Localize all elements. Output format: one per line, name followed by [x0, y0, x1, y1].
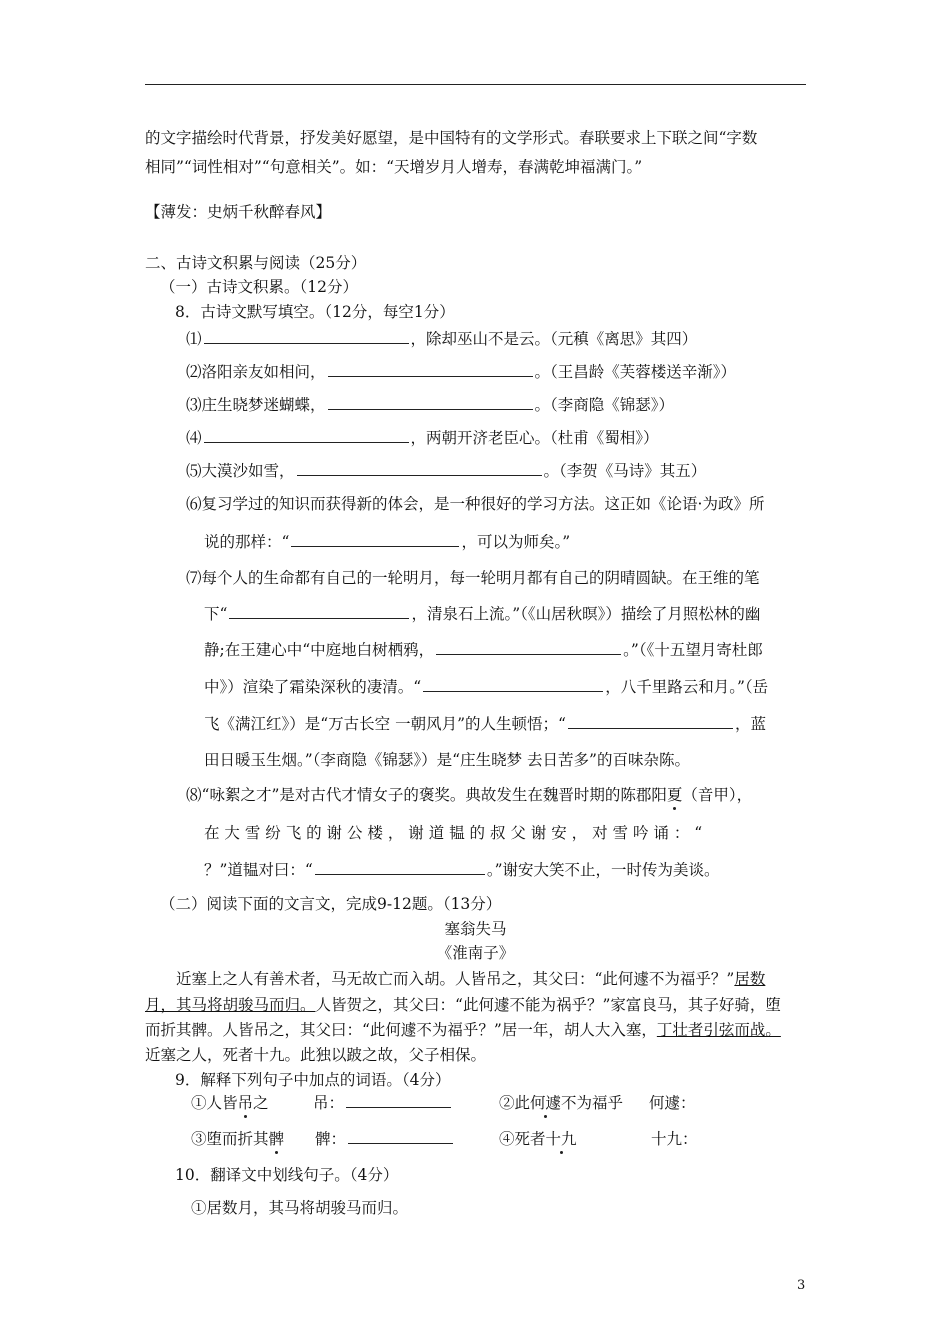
item-text: ，可以为师矣。” — [461, 533, 571, 551]
item-text: ，蓝 — [734, 715, 766, 733]
underlined-sentence: 丁壮者引弦而战。 — [656, 1021, 781, 1039]
q8-item-2 — [186, 360, 736, 382]
item-text: ，除却巫山不是云。（元稹《离思》其四） — [410, 330, 698, 348]
q8-item-8-line-1 — [186, 783, 752, 805]
item-number: ⑻ — [186, 786, 202, 804]
question-10-title: 10．翻译文中划线句子。（4分） — [175, 1166, 399, 1184]
item-text: “咏絮之才”是对古代才情女子的褒奖。典故发生在魏晋时期的陈郡阳 — [201, 786, 667, 804]
q9-item-a — [191, 1091, 269, 1113]
answer-blank[interactable] — [204, 328, 409, 344]
item-text: 。（王昌龄《芙蓉楼送辛渐》） — [534, 363, 737, 381]
item-text: 之 — [253, 1094, 269, 1112]
dotted-word: 何遽 — [530, 1094, 562, 1112]
page-number: 3 — [797, 1278, 806, 1293]
q8-item-7-line-5 — [204, 712, 766, 734]
item-text: ④死者 — [499, 1130, 546, 1148]
item-number: ⑸ — [186, 462, 202, 480]
item-text: 复习学过的知识而获得新的体会，是一种很好的学习方法。这正如《论语·为政》所 — [201, 495, 765, 513]
q8-item-8-line-2: 在 大 雪 纷 飞 的 谢 公 楼 ， 谢 道 韫 的 叔 父 谢 安 ， 对 雪 吟 诵 ： “ — [204, 824, 703, 842]
q8-item-4 — [186, 426, 659, 448]
dotted-word: 十九 — [545, 1130, 577, 1148]
item-text: ③堕而折其 — [191, 1130, 269, 1148]
passage-source: 《淮南子》 — [436, 944, 515, 962]
item-text: ，两朝开济老臣心。（杜甫《蜀相》） — [410, 429, 659, 447]
item-text: ，清泉石上流。”（《山居秋暝》）描绘了月照松林的幽 — [411, 605, 761, 623]
q9-item-a-answer — [313, 1091, 453, 1113]
answer-blank[interactable] — [346, 1092, 451, 1108]
underlined-sentence: 居数 — [734, 970, 766, 988]
q8-item-6-line-2 — [204, 530, 570, 552]
item-number: ⑺ — [186, 569, 202, 587]
item-text: 大漠沙如雪， — [201, 462, 295, 480]
q8-item-7-line-4 — [204, 675, 768, 697]
answer-blank[interactable] — [291, 531, 459, 547]
item-text: 。（李商隐《锦瑟》） — [534, 396, 675, 414]
item-text: 髀： — [315, 1130, 347, 1148]
item-text: 庄生晓梦迷蝴蝶， — [201, 396, 326, 414]
question-9-title: 9．解释下列句子中加点的词语。（4分） — [175, 1071, 451, 1089]
part-2-title: （二）阅读下面的文言文，完成9-12题。（13分） — [160, 895, 502, 913]
answer-blank[interactable] — [348, 1128, 453, 1144]
q9-item-d-answer: 十九： — [651, 1130, 698, 1148]
item-text: ？”道韫对曰：“ — [204, 861, 313, 879]
item-text: 洛阳亲友如相问， — [201, 363, 326, 381]
item-number: ⑷ — [186, 429, 202, 447]
item-text: 中》）渲染了霜染深秋的凄清。“ — [204, 678, 422, 696]
passage-text: 而折其髀。人皆吊之，其父曰：“此何遽不为福乎？”居一年，胡人大入塞， — [145, 1021, 657, 1039]
item-text: 。（李贺《马诗》其五） — [543, 462, 707, 480]
q8-item-1 — [186, 327, 697, 349]
passage-line-3 — [145, 1018, 781, 1040]
item-number: ⑵ — [186, 363, 202, 381]
header-rule — [145, 84, 806, 85]
answer-blank[interactable] — [229, 603, 409, 619]
passage-text: 近塞上之人有善术者，马无故亡而入胡。人皆吊之，其父曰：“此何遽不为福乎？” — [176, 970, 735, 988]
item-text: 。”（《十五望月寄杜郎 — [623, 641, 763, 659]
dotted-word: 吊 — [237, 1094, 254, 1112]
dotted-word: 夏 — [666, 786, 683, 804]
intro-line-1: 的文字描绘时代背景，抒发美好愿望，是中国特有的文学形式。春联要求上下联之间“字数 — [145, 129, 758, 147]
item-text: ，八千里路云和月。”（岳 — [605, 678, 769, 696]
q8-item-5 — [186, 459, 706, 481]
q8-item-6-line-1 — [186, 492, 764, 514]
answer-blank[interactable] — [315, 859, 485, 875]
q8-item-7-line-2 — [204, 602, 760, 624]
q9-item-c-answer — [315, 1127, 455, 1149]
item-text: 每个人的生命都有自己的一轮明月，每一轮明月都有自己的阴晴圆缺。在王维的笔 — [201, 569, 760, 587]
answer-blank[interactable] — [297, 460, 542, 476]
answer-blank[interactable] — [204, 427, 409, 443]
item-number: ⑹ — [186, 495, 202, 513]
item-text: 说的那样：“ — [204, 533, 290, 551]
q8-item-7-line-1 — [186, 566, 760, 588]
item-number: ⑶ — [186, 396, 202, 414]
answer-blank[interactable] — [436, 639, 621, 655]
part-1-title: （一）古诗文积累。（12分） — [160, 278, 358, 296]
passage-line-4: 近塞之人，死者十九。此独以跛之故，父子相保。 — [145, 1046, 487, 1064]
intro-line-2: 相同”“词性相对”“句意相关”。如：“天增岁月人增寿，春满乾坤福满门。” — [145, 158, 643, 176]
passage-text: 人皆贺之，其父曰：“此何遽不能为祸乎？”家富良马，其子好骑，堕 — [315, 996, 781, 1014]
item-text: 吊： — [313, 1094, 345, 1112]
item-text: ①人皆 — [191, 1094, 238, 1112]
bofa-heading: 【薄发：史炳千秋醉春风】 — [145, 203, 332, 221]
passage-line-1 — [176, 967, 765, 989]
answer-blank[interactable] — [568, 713, 733, 729]
item-text: 静;在王建心中“中庭地白树栖鸦， — [204, 641, 435, 659]
underlined-sentence: 月，其马将胡骏马而归。 — [145, 996, 316, 1014]
q8-item-8-line-3 — [204, 858, 720, 880]
item-number: ⑴ — [186, 330, 202, 348]
q9-item-b-answer: 何遽： — [649, 1094, 696, 1112]
q8-item-7-line-3 — [204, 638, 763, 660]
q9-item-c — [191, 1127, 284, 1149]
question-8-title: 8．古诗文默写填空。（12分，每空1分） — [175, 303, 455, 321]
q8-item-7-line-6: 田日暖玉生烟。”（李商隐《锦瑟》）是“庄生晓梦 去日苦多”的百味杂陈。 — [204, 751, 690, 769]
item-text: 飞《满江红》）是“万古长空 一朝风月”的人生顿悟；“ — [204, 715, 566, 733]
item-text: 。”谢安大笑不止，一时传为美谈。 — [486, 861, 720, 879]
answer-blank[interactable] — [328, 394, 533, 410]
q8-item-3 — [186, 393, 674, 415]
item-text: ②此 — [499, 1094, 531, 1112]
passage-line-2 — [145, 993, 781, 1015]
q9-item-b — [499, 1091, 623, 1113]
item-text: （音甲）， — [682, 786, 753, 804]
item-text: 不为福乎 — [561, 1094, 624, 1112]
passage-title: 塞翁失马 — [444, 920, 507, 938]
dotted-word: 髀 — [268, 1130, 285, 1148]
item-text: 下“ — [204, 605, 228, 623]
q9-item-d — [499, 1127, 577, 1149]
q10-sentence-1: ①居数月，其马将胡骏马而归。 — [191, 1199, 409, 1217]
answer-blank[interactable] — [423, 676, 603, 692]
section-2-title: 二、古诗文积累与阅读（25分） — [145, 254, 367, 272]
answer-blank[interactable] — [328, 361, 533, 377]
